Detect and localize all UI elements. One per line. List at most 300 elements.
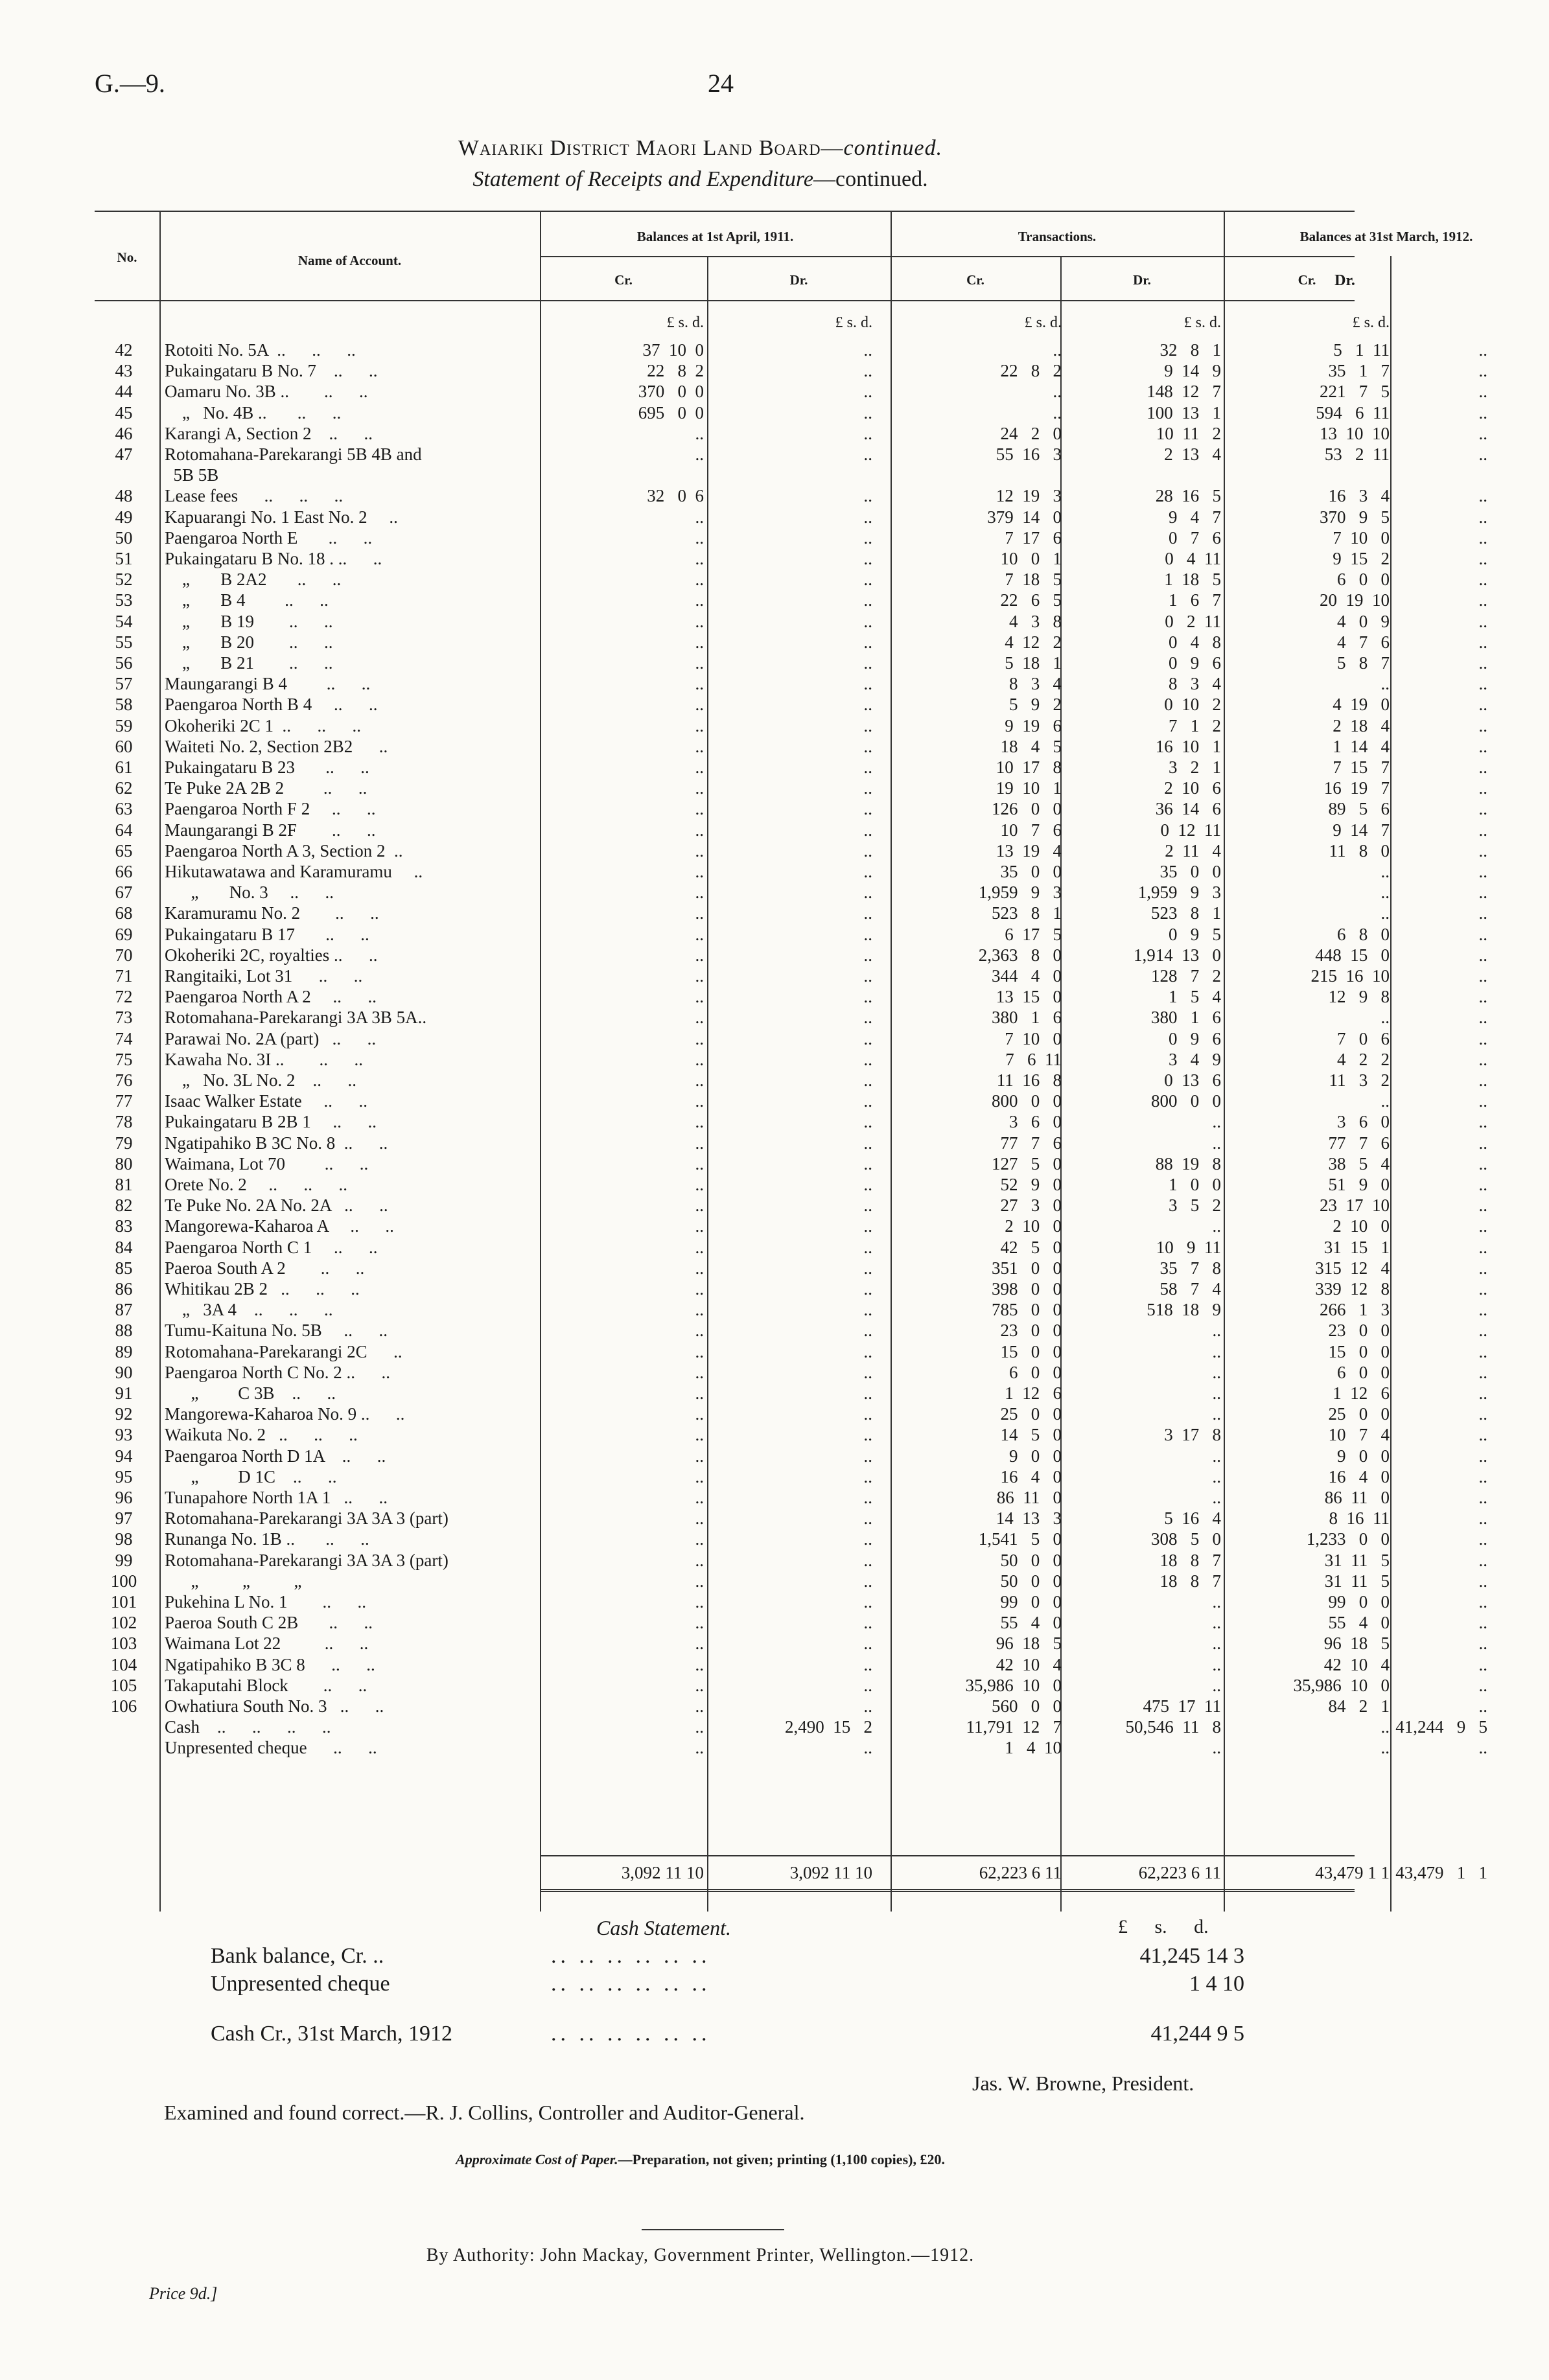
amount-cell: .. (695, 570, 704, 590)
table-row (95, 1070, 1487, 1091)
account-name: Pukaingataru B 23 .. .. (165, 757, 369, 777)
amount-cell: 16 3 4 (1328, 486, 1390, 506)
account-name: Paengaroa North E .. .. (165, 527, 373, 548)
amount-cell: 370 9 5 (1320, 507, 1390, 527)
amount-cell: .. (1478, 1153, 1487, 1173)
amount-cell: .. (1478, 695, 1487, 715)
amount-cell: .. (1478, 1028, 1487, 1048)
row-number: 82 (115, 1196, 133, 1216)
amount-cell: .. (695, 527, 704, 548)
amount-cell: 50,546 11 8 (1125, 1717, 1221, 1737)
subtitle-main: Statement of Receipts and Expenditure (472, 167, 813, 191)
amount-cell: .. (1478, 715, 1487, 735)
account-name: „ B 20 .. .. (165, 632, 333, 652)
amount-cell: .. (1478, 1592, 1487, 1612)
amount-cell: 35,986 10 0 (1293, 1675, 1390, 1695)
amount-cell: 0 9 6 (1169, 653, 1221, 673)
table-row (95, 1738, 1487, 1759)
amount-cell: .. (1478, 527, 1487, 548)
amount-cell: 99 0 0 (1000, 1592, 1062, 1612)
amount-cell: .. (863, 883, 872, 903)
amount-cell: 800 0 0 (1151, 1091, 1221, 1111)
row-number: 65 (115, 840, 133, 861)
amount-cell: .. (1212, 1446, 1221, 1466)
table-top-rule (95, 211, 1355, 212)
amount-cell: .. (695, 1112, 704, 1132)
amount-cell: 518 18 9 (1147, 1300, 1221, 1320)
amount-cell: .. (1478, 1049, 1487, 1069)
amount-cell: .. (1478, 1696, 1487, 1716)
amount-cell: .. (695, 1404, 704, 1424)
amount-cell: 1,914 13 0 (1134, 945, 1221, 965)
row-number: 101 (110, 1592, 137, 1612)
table-row (95, 799, 1487, 820)
amount-cell: 315 12 4 (1315, 1258, 1390, 1278)
amount-cell: .. (1380, 674, 1390, 694)
table-row (95, 1258, 1487, 1279)
amount-cell: 25 0 0 (1328, 1404, 1390, 1424)
row-number: 87 (115, 1300, 133, 1320)
amount-cell: 18 8 7 (1159, 1571, 1221, 1591)
amount-cell: 2 10 0 (1333, 1216, 1390, 1236)
amount-cell: .. (695, 507, 704, 527)
amount-cell: .. (695, 1175, 704, 1194)
account-name: „ No. 4B .. .. .. (165, 402, 342, 422)
amount-cell: .. (863, 1237, 872, 1257)
amount-cell: .. (1212, 1634, 1221, 1654)
table-row (95, 1383, 1487, 1404)
amount-cell: 3 2 1 (1169, 757, 1221, 777)
row-number: 64 (115, 820, 133, 840)
row-number: 85 (115, 1258, 133, 1278)
table-row (95, 590, 1487, 611)
amount-cell: 16 19 7 (1323, 778, 1390, 798)
amount-cell: 5 1 11 (1333, 340, 1390, 360)
amount-cell: .. (695, 1654, 704, 1674)
amount-cell: .. (863, 549, 872, 568)
row-number: 96 (115, 1488, 133, 1507)
leader-dots: .. .. .. .. .. .. (551, 1944, 711, 1968)
amount-cell: .. (695, 1300, 704, 1320)
amount-cell: .. (1478, 820, 1487, 840)
row-number: 89 (115, 1341, 133, 1361)
amount-cell: .. (1478, 1091, 1487, 1111)
amount-cell: .. (1478, 486, 1487, 506)
amount-cell: 13 19 4 (996, 840, 1062, 861)
account-name: „ B 19 .. .. (165, 611, 333, 631)
amount-cell: 7 10 0 (1333, 527, 1390, 548)
amount-cell: 1,959 9 3 (1137, 883, 1221, 903)
amount-cell: .. (1478, 1738, 1487, 1758)
account-name: Waikuta No. 2 .. .. .. (165, 1425, 358, 1445)
row-number: 45 (115, 402, 133, 422)
amount-cell: .. (1212, 1613, 1221, 1633)
amount-cell: .. (863, 361, 872, 381)
amount-cell: .. (863, 715, 872, 735)
row-number: 50 (115, 527, 133, 548)
amount-cell: 3 6 0 (1337, 1112, 1390, 1132)
account-name: Paengaroa North C 1 .. .. (165, 1237, 378, 1257)
amount-cell: .. (863, 402, 872, 422)
table-row (95, 486, 1487, 507)
amount-cell: .. (863, 695, 872, 715)
amount-cell: .. (1478, 883, 1487, 903)
amount-cell: 523 8 1 (1151, 903, 1221, 923)
table-row (95, 653, 1487, 674)
amount-cell: .. (863, 1425, 872, 1445)
amount-cell: .. (695, 1488, 704, 1507)
amount-cell: 99 0 0 (1328, 1592, 1390, 1612)
row-number: 100 (110, 1571, 137, 1591)
table-row (95, 966, 1487, 987)
amount-cell: .. (1478, 1466, 1487, 1486)
cash-line-amount: 1 4 10 (1189, 1972, 1244, 1996)
amount-cell: 22 6 5 (1000, 590, 1062, 610)
amount-cell: 1 6 7 (1169, 590, 1221, 610)
amount-cell: 16 4 0 (1000, 1466, 1062, 1486)
amount-cell: .. (695, 1216, 704, 1236)
amount-cell: .. (695, 883, 704, 903)
amount-cell: 25 0 0 (1000, 1404, 1062, 1424)
row-number: 70 (115, 945, 133, 965)
amount-cell: .. (695, 1362, 704, 1382)
table-row (95, 402, 1487, 424)
amount-cell: .. (1212, 1654, 1221, 1674)
amount-cell: 0 2 11 (1165, 611, 1221, 631)
amount-cell: .. (863, 945, 872, 965)
table-row (95, 1550, 1487, 1571)
amount-cell: .. (1478, 1654, 1487, 1674)
amount-cell: .. (1212, 1321, 1221, 1341)
amount-cell: 58 7 4 (1159, 1279, 1221, 1299)
amount-cell: .. (695, 820, 704, 840)
amount-cell: 55 16 3 (996, 445, 1062, 464)
amount-cell: 96 18 5 (996, 1634, 1062, 1654)
cash-statement-title: Cash Statement. (596, 1916, 731, 1939)
cost-note-text: —Preparation, not given; printing (1,100 copies), £20. (618, 2151, 945, 2167)
amount-cell: .. (863, 445, 872, 464)
amount-cell: 0 13 6 (1164, 1070, 1221, 1090)
amount-cell: 31 11 5 (1324, 1571, 1390, 1591)
amount-cell: .. (1478, 611, 1487, 631)
col-header-dr-1912: Dr. (1334, 272, 1355, 289)
amount-cell: 7 1 2 (1169, 715, 1221, 735)
amount-cell: 16 10 1 (1155, 736, 1221, 756)
account-name: Tumu-Kaituna No. 5B .. .. (165, 1321, 388, 1341)
cash-line-label: Unpresented cheque (211, 1972, 390, 1996)
header-bottom-rule (95, 300, 1355, 301)
amount-cell: 221 7 5 (1320, 382, 1390, 402)
amount-cell: .. (1478, 924, 1487, 944)
amount-cell: .. (695, 1341, 704, 1361)
amount-cell: .. (863, 1696, 872, 1716)
account-name: Ngatipahiko B 3C 8 .. .. (165, 1654, 375, 1674)
amount-cell: .. (863, 820, 872, 840)
amount-cell: .. (863, 1341, 872, 1361)
table-row (95, 1279, 1487, 1300)
amount-cell: 4 3 8 (1009, 611, 1062, 631)
amount-cell: 5 9 2 (1009, 695, 1062, 715)
amount-cell: 23 17 10 (1320, 1196, 1390, 1216)
amount-cell: .. (1380, 862, 1390, 881)
amount-cell: 380 1 6 (1151, 1008, 1221, 1028)
account-name: Whitikau 2B 2 .. .. .. (165, 1279, 360, 1299)
col-header-cr: Cr. (1298, 272, 1316, 288)
amount-cell: 7 17 6 (1005, 527, 1062, 548)
account-name: Orete No. 2 .. .. .. (165, 1175, 347, 1194)
account-name: Karamuramu No. 2 .. .. (165, 903, 379, 923)
row-number: 78 (115, 1112, 133, 1132)
col-header-dr: Dr. (1133, 272, 1151, 288)
amount-cell: 52 9 0 (1000, 1175, 1062, 1194)
amount-cell: 31 11 5 (1324, 1550, 1390, 1570)
amount-cell: 13 10 10 (1320, 423, 1390, 443)
row-number: 54 (115, 611, 133, 631)
amount-cell: 2 10 6 (1164, 778, 1221, 798)
amount-cell: 53 2 11 (1324, 445, 1390, 464)
units-label: £ s. d. (1352, 314, 1390, 331)
table-row (95, 527, 1487, 549)
table-row (95, 1300, 1487, 1321)
amount-cell: 38 5 4 (1328, 1153, 1390, 1173)
title-main: Waiariki District Maori Land Board— (458, 136, 844, 160)
amount-cell: 31 15 1 (1323, 1237, 1390, 1257)
amount-cell: .. (1478, 382, 1487, 402)
table-row (95, 883, 1487, 903)
account-name: „ B 2A2 .. .. (165, 570, 342, 590)
amount-cell: 1 0 0 (1169, 1175, 1221, 1194)
account-name: Rotoiti No. 5A .. .. .. (165, 340, 356, 360)
account-name: Paengaroa North D 1A .. .. (165, 1446, 386, 1466)
amount-cell: .. (863, 862, 872, 881)
amount-cell: .. (695, 674, 704, 694)
totals-double-rule (540, 1889, 1355, 1892)
account-name: Waiteti No. 2, Section 2B2 .. (165, 736, 388, 756)
row-number: 72 (115, 987, 133, 1007)
amount-cell: .. (695, 1717, 704, 1737)
row-number: 106 (110, 1696, 137, 1716)
table-row (95, 1634, 1487, 1654)
document-subtitle (0, 167, 1401, 192)
row-number: 75 (115, 1049, 133, 1069)
amount-cell: .. (1478, 1279, 1487, 1299)
amount-cell: 86 11 0 (996, 1488, 1062, 1507)
row-number: 51 (115, 549, 133, 568)
row-number: 91 (115, 1383, 133, 1403)
amount-cell: .. (863, 423, 872, 443)
amount-cell: 51 9 0 (1328, 1175, 1390, 1194)
amount-cell: .. (1478, 1383, 1487, 1403)
account-name: „ No. 3L No. 2 .. .. (165, 1070, 356, 1090)
amount-cell: 8 3 4 (1169, 674, 1221, 694)
amount-cell: 41,244 9 5 (1395, 1717, 1487, 1737)
cash-line-label: Cash Cr., 31st March, 1912 (211, 2022, 453, 2046)
amount-cell: 2 10 0 (1005, 1216, 1062, 1236)
row-number: 57 (115, 674, 133, 694)
amount-cell: .. (1478, 674, 1487, 694)
amount-cell: 88 19 8 (1155, 1153, 1221, 1173)
table-row (95, 1341, 1487, 1363)
price-note: Price 9d.] (149, 2284, 218, 2303)
table-row (95, 1049, 1487, 1070)
amount-cell: 84 2 1 (1328, 1696, 1390, 1716)
table-row (95, 820, 1487, 841)
amount-cell: 1,959 9 3 (978, 883, 1062, 903)
row-number: 49 (115, 507, 133, 527)
amount-cell: 448 15 0 (1315, 945, 1390, 965)
amount-cell: 0 4 8 (1169, 632, 1221, 652)
amount-cell: 344 4 0 (992, 966, 1062, 986)
amount-cell: 96 18 5 (1323, 1634, 1390, 1654)
amount-cell: .. (695, 1028, 704, 1048)
units-label: £ s. d. (1183, 314, 1221, 331)
amount-cell: .. (863, 1258, 872, 1278)
account-name: Paengaroa North A 3, Section 2 .. (165, 840, 403, 861)
account-name: Maungarangi B 2F .. .. (165, 820, 376, 840)
amount-cell: 10 11 2 (1156, 423, 1221, 443)
amount-cell: .. (695, 1613, 704, 1633)
amount-cell: .. (695, 1508, 704, 1529)
table-row (95, 1175, 1487, 1196)
row-number: 47 (115, 445, 133, 464)
amount-cell: 20 19 10 (1320, 590, 1390, 610)
table-row (95, 1529, 1487, 1550)
amount-cell: .. (1478, 1258, 1487, 1278)
amount-cell: .. (1478, 1321, 1487, 1341)
table-row (95, 570, 1487, 590)
amount-cell: 6 0 0 (1009, 1362, 1062, 1382)
amount-cell: 32 8 1 (1159, 340, 1221, 360)
amount-cell: 0 7 6 (1169, 527, 1221, 548)
table-row (95, 903, 1487, 924)
row-number: 59 (115, 715, 133, 735)
amount-cell: .. (863, 1216, 872, 1236)
amount-cell: 19 10 1 (996, 778, 1062, 798)
group-header-rule (540, 256, 1355, 257)
amount-cell: .. (695, 757, 704, 777)
account-name: „ C 3B .. .. (165, 1383, 336, 1403)
amount-cell: .. (863, 1321, 872, 1341)
table-row (95, 674, 1487, 695)
table-row (95, 1153, 1487, 1175)
row-number: 56 (115, 653, 133, 673)
account-name: Pukaingataru B No. 7 .. .. (165, 361, 378, 381)
account-name: Paeroa South A 2 .. .. (165, 1258, 365, 1278)
amount-cell: .. (695, 1279, 704, 1299)
amount-cell: .. (863, 1383, 872, 1403)
amount-cell: 23 0 0 (1328, 1321, 1390, 1341)
amount-cell: 3 5 2 (1169, 1196, 1221, 1216)
amount-cell: .. (1212, 1362, 1221, 1382)
amount-cell: 77 7 6 (1328, 1133, 1390, 1153)
table-row (95, 1696, 1487, 1717)
account-name: Oamaru No. 3B .. .. .. (165, 382, 368, 402)
account-name: Paeroa South C 2B .. .. (165, 1613, 373, 1633)
amount-cell: .. (695, 1383, 704, 1403)
amount-cell: 50 0 0 (1000, 1550, 1062, 1570)
amount-cell: .. (695, 611, 704, 631)
amount-cell: .. (695, 715, 704, 735)
amount-cell: .. (1478, 736, 1487, 756)
amount-cell: .. (863, 1571, 872, 1591)
amount-cell: .. (1478, 361, 1487, 381)
amount-cell: .. (1478, 1425, 1487, 1445)
amount-cell: .. (1478, 1634, 1487, 1654)
amount-cell: 9 0 0 (1337, 1446, 1390, 1466)
row-number: 88 (115, 1321, 133, 1341)
amount-cell: .. (863, 1508, 872, 1529)
account-name: Runanga No. 1B .. .. .. (165, 1529, 369, 1549)
row-number: 62 (115, 778, 133, 798)
totals-row (95, 1863, 1487, 1884)
row-number: 79 (115, 1133, 133, 1153)
amount-cell: .. (863, 570, 872, 590)
row-number: 97 (115, 1508, 133, 1529)
table-row (95, 445, 1487, 465)
amount-cell: .. (1478, 1529, 1487, 1549)
amount-cell: 35 0 0 (1000, 862, 1062, 881)
amount-cell: 1 12 6 (1333, 1383, 1390, 1403)
account-name: Waimana Lot 22 .. .. (165, 1634, 369, 1654)
table-row (95, 1592, 1487, 1613)
account-name: „ D 1C .. .. (165, 1466, 337, 1486)
amount-cell: 6 0 0 (1337, 570, 1390, 590)
amount-cell: .. (695, 445, 704, 464)
audit-note: Examined and found correct.—R. J. Collins, Controller and Auditor-General. (164, 2101, 805, 2124)
amount-cell: 398 0 0 (992, 1279, 1062, 1299)
account-name: Pukaingataru B 17 .. .. (165, 924, 369, 944)
amount-cell: .. (1212, 1488, 1221, 1507)
amount-cell: .. (1478, 799, 1487, 819)
accounts-table (95, 211, 1487, 1912)
account-name: Maungarangi B 4 .. .. (165, 674, 371, 694)
amount-cell: 12 9 8 (1328, 987, 1390, 1007)
amount-cell: .. (1478, 1300, 1487, 1320)
table-row (95, 778, 1487, 799)
amount-cell: .. (1380, 1008, 1390, 1028)
amount-cell: .. (1478, 1446, 1487, 1466)
amount-cell: .. (863, 1070, 872, 1090)
amount-cell: 18 8 7 (1159, 1550, 1221, 1570)
series-label: G.—9. (95, 69, 165, 98)
row-number: 67 (115, 883, 133, 903)
account-name: Te Puke 2A 2B 2 .. .. (165, 778, 367, 798)
amount-cell: .. (1212, 1466, 1221, 1486)
amount-cell: 12 19 3 (996, 486, 1062, 506)
row-number: 43 (115, 361, 133, 381)
amount-cell: 18 4 5 (1000, 736, 1062, 756)
amount-cell: .. (1212, 1675, 1221, 1695)
amount-cell: 6 8 0 (1337, 924, 1390, 944)
amount-cell: 4 12 2 (1005, 632, 1062, 652)
row-number: 81 (115, 1175, 133, 1194)
amount-cell: .. (1053, 382, 1062, 402)
account-name: Pukehina L No. 1 .. .. (165, 1592, 366, 1612)
table-row (95, 1321, 1487, 1341)
amount-cell: .. (1212, 1112, 1221, 1132)
amount-cell: 55 4 0 (1328, 1613, 1390, 1633)
amount-cell: 594 6 11 (1316, 402, 1390, 422)
amount-cell: .. (1478, 653, 1487, 673)
amount-cell: .. (1212, 1592, 1221, 1612)
amount-cell: 3 4 9 (1169, 1049, 1221, 1069)
col-header-dr: Dr. (789, 272, 808, 288)
amount-cell: .. (863, 632, 872, 652)
amount-cell: .. (863, 799, 872, 819)
table-row (95, 611, 1487, 632)
amount-cell: 7 15 7 (1333, 757, 1390, 777)
amount-cell: 1 14 4 (1333, 736, 1390, 756)
